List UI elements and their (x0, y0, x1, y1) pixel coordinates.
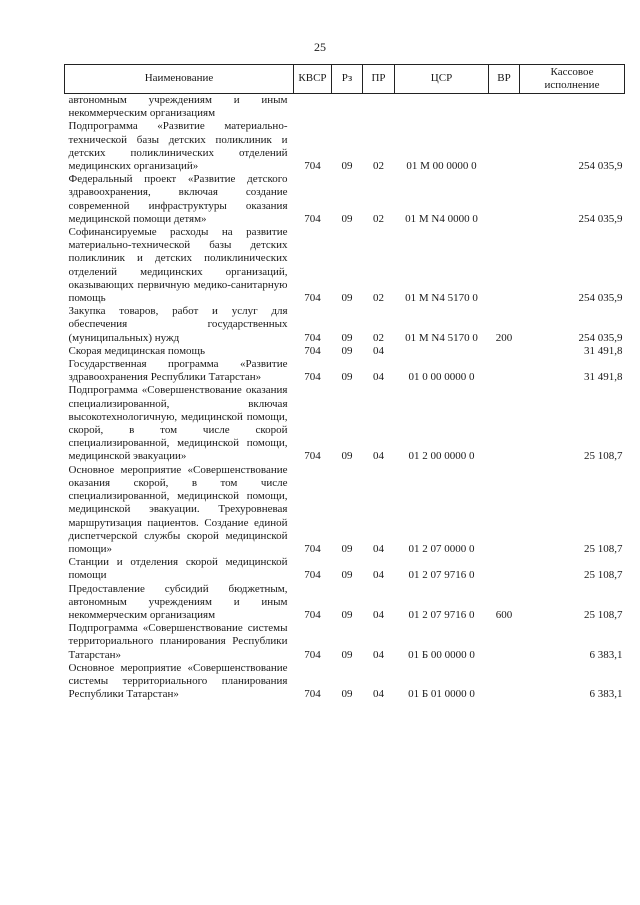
row-vr: 200 (495, 331, 513, 344)
row-rz: 09 (341, 212, 353, 225)
row-vr (489, 173, 520, 226)
row-csr: 01 2 07 0000 0 (408, 542, 475, 555)
row-pr: 02 (373, 292, 384, 305)
page-number: 25 (314, 40, 326, 54)
row-pr: 02 (373, 212, 384, 225)
column-header-vr: ВР (489, 65, 520, 94)
table-row (65, 358, 625, 384)
row-pr: 02 (373, 160, 384, 173)
column-header-kvsr: КВСР (294, 65, 332, 94)
table-header-row (65, 65, 625, 94)
row-pr: 04 (373, 371, 384, 384)
table-row (65, 662, 625, 702)
row-sum: 254 035,9 (578, 212, 623, 225)
row-name: Подпрограмма «Совершенствование системы территориального планирования Республики Татарстан» (68, 622, 288, 661)
column-header-name: Наименование (65, 65, 294, 94)
row-kvsr: 704 (304, 450, 321, 463)
table-row (65, 384, 625, 463)
row-pr: 04 (373, 542, 384, 555)
row-name: Предоставление субсидий бюджетным, автономным учреждениям и иным некоммерческим организациям (68, 582, 288, 621)
row-sum: 254 035,9 (578, 292, 623, 305)
table-row (65, 226, 625, 305)
row-vr (489, 464, 520, 556)
row-csr: 01 2 07 9716 0 (408, 569, 475, 582)
table-row (65, 556, 625, 582)
row-rz: 09 (341, 648, 353, 661)
table-row (65, 120, 625, 173)
row-kvsr: 704 (304, 292, 321, 305)
row-sum: 6 383,1 (589, 688, 623, 701)
table-row (65, 583, 625, 623)
row-name: Государственная программа «Развитие здравоохранения Республики Татарстан» (68, 358, 288, 384)
row-sum: 25 108,7 (584, 450, 623, 463)
row-csr: 01 М N4 5170 0 (405, 331, 478, 344)
row-sum: 25 108,7 (584, 542, 623, 555)
row-name: автономным учреждениям и иным некоммерческим организациям (68, 94, 288, 120)
row-kvsr: 704 (304, 331, 321, 344)
row-vr (489, 662, 520, 702)
row-sum: 254 035,9 (578, 160, 623, 173)
row-sum: 25 108,7 (584, 608, 623, 621)
row-csr: 01 2 07 9716 0 (408, 608, 475, 621)
row-sum: 25 108,7 (584, 569, 623, 582)
row-kvsr: 704 (304, 648, 321, 661)
row-vr: 600 (495, 608, 513, 621)
row-kvsr: 704 (304, 160, 321, 173)
row-csr: 01 0 00 0000 0 (408, 371, 475, 384)
row-rz: 09 (341, 344, 353, 357)
row-sum: 6 383,1 (589, 648, 623, 661)
row-name: Скорая медицинская помощь (68, 344, 206, 357)
row-sum: 254 035,9 (578, 331, 623, 344)
row-name: Подпрограмма «Развитие материально-технической базы детских поликлиник и детских поликлинических отделений медицинских организаций» (68, 120, 288, 173)
row-kvsr: 704 (304, 569, 321, 582)
row-rz: 09 (341, 450, 353, 463)
row-rz: 09 (341, 608, 353, 621)
row-kvsr: 704 (304, 344, 321, 357)
column-header-pr: ПР (363, 65, 395, 94)
row-csr: 01 М N4 5170 0 (405, 292, 478, 305)
row-vr (489, 120, 520, 173)
row-name: Закупка товаров, работ и услуг для обеспечения государственных (муниципальных) нужд (68, 305, 288, 344)
row-rz: 09 (341, 160, 353, 173)
row-sum: 31 491,8 (584, 371, 623, 384)
column-header-csr: ЦСР (395, 65, 489, 94)
row-rz: 09 (341, 331, 353, 344)
row-kvsr: 704 (304, 688, 321, 701)
row-sum: 31 491,8 (584, 344, 623, 357)
row-name: Подпрограмма «Совершенствование оказания специализированной, включая высокотехнологичную, медицинской помощи, скорой, в том числе скорой специализированной, медицинской помощи, медицинской эвакуации» (68, 384, 288, 463)
row-vr (489, 226, 520, 305)
row-name: Основное мероприятие «Совершенствование системы территориального планирования Республики Татарстан» (68, 661, 288, 701)
table-row-continuation (65, 94, 625, 121)
budget-table (64, 64, 625, 701)
row-pr: 04 (373, 608, 384, 621)
row-kvsr: 704 (304, 212, 321, 225)
row-rz: 09 (341, 371, 353, 384)
row-csr: 01 2 00 0000 0 (408, 450, 475, 463)
column-header-sum: Кассовое исполнение (520, 65, 625, 94)
row-pr: 04 (373, 344, 384, 357)
row-rz: 09 (341, 688, 353, 701)
row-vr (489, 358, 520, 384)
table-row (65, 622, 625, 662)
row-vr (489, 556, 520, 582)
row-rz: 09 (341, 292, 353, 305)
row-pr: 02 (373, 331, 384, 344)
row-kvsr: 704 (304, 542, 321, 555)
row-csr: 01 М N4 0000 0 (405, 212, 478, 225)
table-row (65, 345, 625, 358)
row-name: Федеральный проект «Развитие детского здравоохранения, включая создание современной инфраструктуры оказания медицинской помощи детям» (68, 173, 288, 225)
table-row (65, 305, 625, 345)
row-name: Основное мероприятие «Совершенствование оказания скорой, в том числе специализированной, медицинской помощи, медицинской эвакуации. Трехуровневая маршрутизация пациентов. Создание единой диспетчерской службы скорой медицинской помощи» (68, 463, 288, 555)
row-vr (489, 384, 520, 463)
row-pr: 04 (373, 648, 384, 661)
row-rz: 09 (341, 542, 353, 555)
row-csr: 01 Б 00 0000 0 (408, 648, 475, 661)
row-csr: 01 Б 01 0000 0 (408, 688, 475, 701)
row-pr: 04 (373, 569, 384, 582)
row-kvsr: 704 (304, 371, 321, 384)
row-csr: 01 М 00 0000 0 (406, 160, 477, 173)
table-row (65, 464, 625, 556)
row-pr: 04 (373, 450, 384, 463)
row-vr (489, 345, 520, 358)
row-name: Софинансируемые расходы на развитие материально-технической базы детских поликлиник и детских поликлинических отделений медицинских организаций, оказывающих первичную медико-санитарную помощь (68, 226, 288, 305)
row-rz: 09 (341, 569, 353, 582)
row-name: Станции и отделения скорой медицинской помощи (68, 556, 288, 582)
row-kvsr: 704 (304, 608, 321, 621)
row-pr: 04 (373, 688, 384, 701)
column-header-rz: Рз (332, 65, 363, 94)
row-csr (395, 345, 489, 358)
table-row (65, 173, 625, 226)
row-vr (489, 622, 520, 662)
